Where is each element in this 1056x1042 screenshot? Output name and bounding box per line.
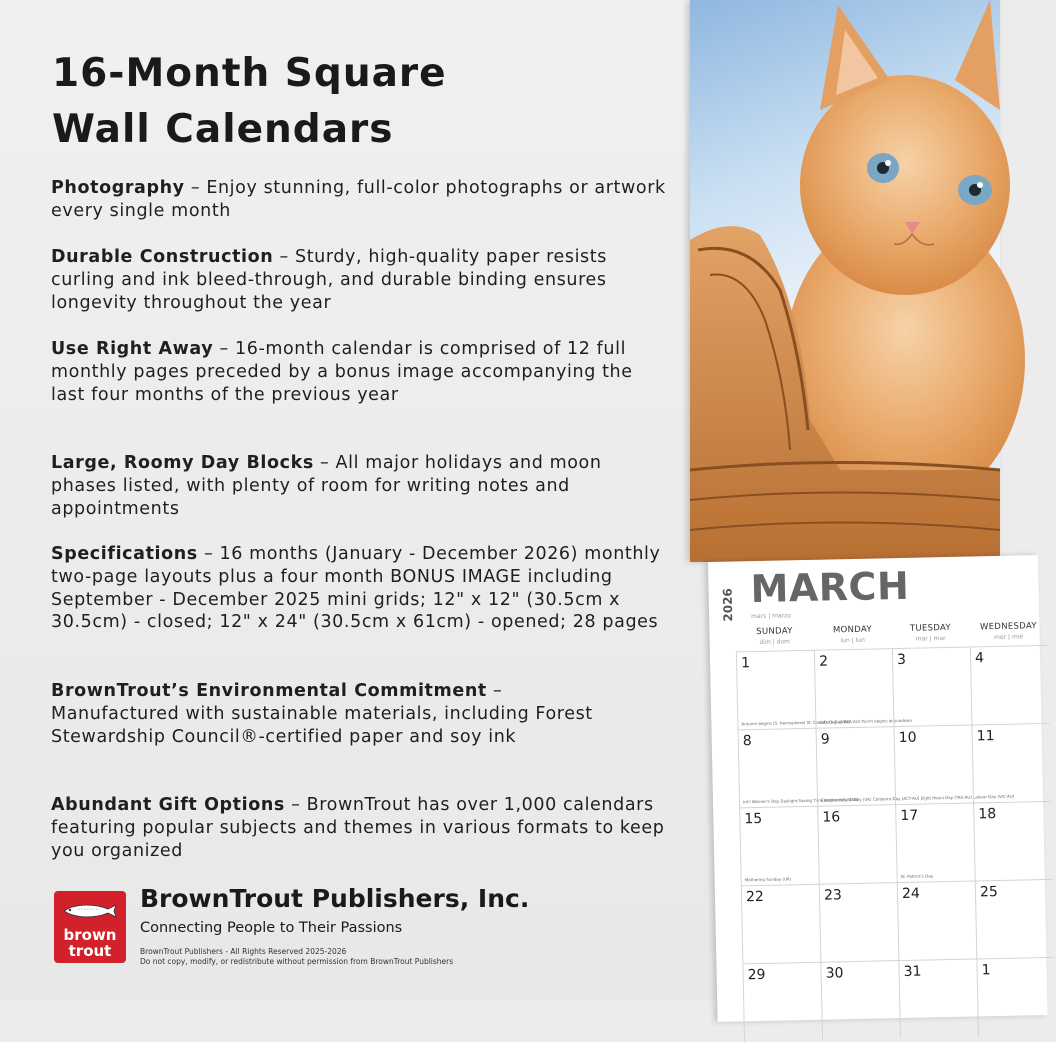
calendar-day-cell — [738, 728, 859, 808]
calendar-page — [708, 555, 1048, 1022]
feature-heading: Large, Roomy Day Blocks — [51, 453, 314, 473]
day-sub-sunday: dim | dom — [759, 638, 790, 646]
holiday-note: Autumn begins (S. Hemisphere) St. David's Day (WAL) — [741, 719, 851, 727]
feature-body: – 16 months (January - December 2026) monthly two-page layouts plus a four month BONUS IMAGE including September - December 2025 mini grids; 12" x 12" (30.5cm x 30.5cm) - closed; 12" x 24" (30.5cm x 61cm) - opened; 28 pages — [51, 544, 661, 633]
feature-durable-construction — [51, 246, 671, 314]
permission-line: Do not copy, modify, or redistribute without permission from BrownTrout Publishers — [140, 957, 454, 966]
feature-body: – Sturdy, high-quality paper resists curling and ink bleed-through, and durable binding ensures longevity throughout the year — [51, 247, 607, 313]
day-number: 24 — [901, 885, 920, 903]
day-number: 29 — [747, 966, 766, 984]
day-header-wednesday: WEDNESDAY — [979, 621, 1037, 633]
feature-gift-options — [51, 794, 671, 862]
day-number: 16 — [822, 809, 841, 826]
day-number: 15 — [744, 810, 763, 828]
calendar-day-cell — [741, 884, 821, 964]
feature-photography — [51, 177, 671, 223]
day-header-sunday: SUNDAY — [756, 626, 793, 638]
calendar-day-cell — [897, 880, 977, 960]
calendar-day-cell — [973, 801, 1053, 881]
calendar-day-cell — [819, 882, 899, 962]
feature-day-blocks — [51, 452, 671, 520]
day-number: 10 — [898, 729, 917, 747]
feature-body: – Enjoy stunning, full-color photographs or artwork every single month — [51, 178, 666, 221]
day-number: 25 — [979, 884, 998, 901]
day-number: 17 — [900, 807, 919, 825]
title-line-2: Wall Calendars — [52, 107, 394, 152]
day-number: 31 — [903, 963, 922, 980]
logo-text-trout: trout — [68, 942, 112, 960]
calendar-day-cell — [971, 723, 1051, 803]
calendar-day-cell — [736, 650, 851, 730]
kitten-photo — [690, 0, 1000, 562]
day-number: 22 — [745, 888, 765, 906]
feature-body: – BrownTrout has over 1,000 calendars featuring popular subjects and themes in various formats to keep you organized — [51, 795, 665, 861]
day-header-tuesday: TUESDAY — [909, 622, 952, 634]
day-number: 1 — [981, 962, 991, 979]
browntrout-logo — [54, 891, 126, 963]
calendar-day-cell — [895, 803, 975, 883]
day-sub-monday: lun | lun — [840, 636, 865, 645]
calendar-day-cell — [814, 648, 913, 728]
calendar-day-cell — [898, 958, 978, 1038]
logo-text-brown: brown — [63, 926, 117, 944]
calendar-day-cell — [976, 957, 1056, 1037]
feature-use-right-away — [51, 338, 671, 406]
calendar-day-cell — [739, 806, 819, 886]
calendar-month-translations: mars | marzo — [751, 612, 791, 621]
feature-heading: BrownTrout’s Environmental Commitment — [51, 681, 487, 701]
day-number: 9 — [820, 731, 830, 748]
calendar-day-cell — [970, 645, 1050, 725]
day-number: 4 — [974, 650, 985, 667]
day-number: 23 — [823, 887, 843, 904]
trout-fish-icon — [60, 901, 120, 921]
feature-heading: Photography — [51, 178, 185, 198]
feature-heading: Abundant Gift Options — [51, 795, 285, 815]
calendar-month: MARCH — [750, 563, 910, 612]
publisher-tagline: Connecting People to Their Passions — [140, 920, 403, 936]
holiday-note: St. Patrick's Day — [900, 873, 934, 880]
feature-environmental — [51, 680, 611, 748]
day-sub-wednesday: mer | mié — [994, 633, 1024, 642]
publisher-name: BrownTrout Publishers, Inc. — [140, 884, 530, 913]
feature-body: – 16-month calendar is comprised of 12 full monthly pages preceded by a bonus image accompanying the last four months of the previous year — [51, 339, 633, 405]
calendar-day-cell — [893, 725, 973, 805]
day-number: 3 — [896, 651, 907, 669]
feature-heading: Use Right Away — [51, 339, 214, 359]
calendar-day-cell — [817, 804, 897, 884]
feature-body: – Manufactured with sustainable materials, including Forest Stewardship Council®-certified paper and soy ink — [51, 681, 593, 747]
copyright-line: BrownTrout Publishers - All Rights Reserved 2025-2026 — [140, 947, 347, 956]
day-sub-tuesday: mar | mar — [915, 635, 946, 643]
day-number: 18 — [978, 806, 997, 823]
holiday-note: Labour Day (WA-AU) Purim begins at sundown — [819, 717, 913, 725]
day-number: 30 — [825, 965, 844, 982]
feature-specifications — [51, 543, 671, 634]
title-line-1: 16-Month Square — [52, 51, 447, 96]
calendar-day-cell — [820, 960, 900, 1040]
calendar-day-cell — [742, 962, 822, 1042]
feature-heading: Durable Construction — [51, 247, 274, 267]
feature-heading: Specifications — [51, 544, 198, 564]
holiday-note: Mothering Sunday (UK) — [744, 876, 792, 883]
day-number: 11 — [976, 728, 995, 745]
kitten-illustration — [690, 0, 1000, 562]
holiday-note: Commonwealth Day (UK) Canberra Day (ACT-AU) Eight Hours Day (TAS-AU) Labour Day (VIC-AU) — [820, 793, 1015, 803]
day-number: 1 — [740, 655, 751, 672]
holiday-note: Int'l Women's Day Daylight Saving Time begins (US, CAN) — [742, 796, 859, 805]
day-header-monday: MONDAY — [832, 624, 873, 636]
day-number: 2 — [818, 653, 829, 670]
calendar-day-cell — [975, 879, 1055, 959]
day-number: 8 — [742, 733, 752, 750]
page-title — [52, 46, 652, 158]
calendar-day-cell — [892, 647, 972, 727]
calendar-year: 2026 — [720, 588, 736, 622]
feature-body: – All major holidays and moon phases listed, with plenty of room for writing notes and appointments — [51, 453, 602, 519]
